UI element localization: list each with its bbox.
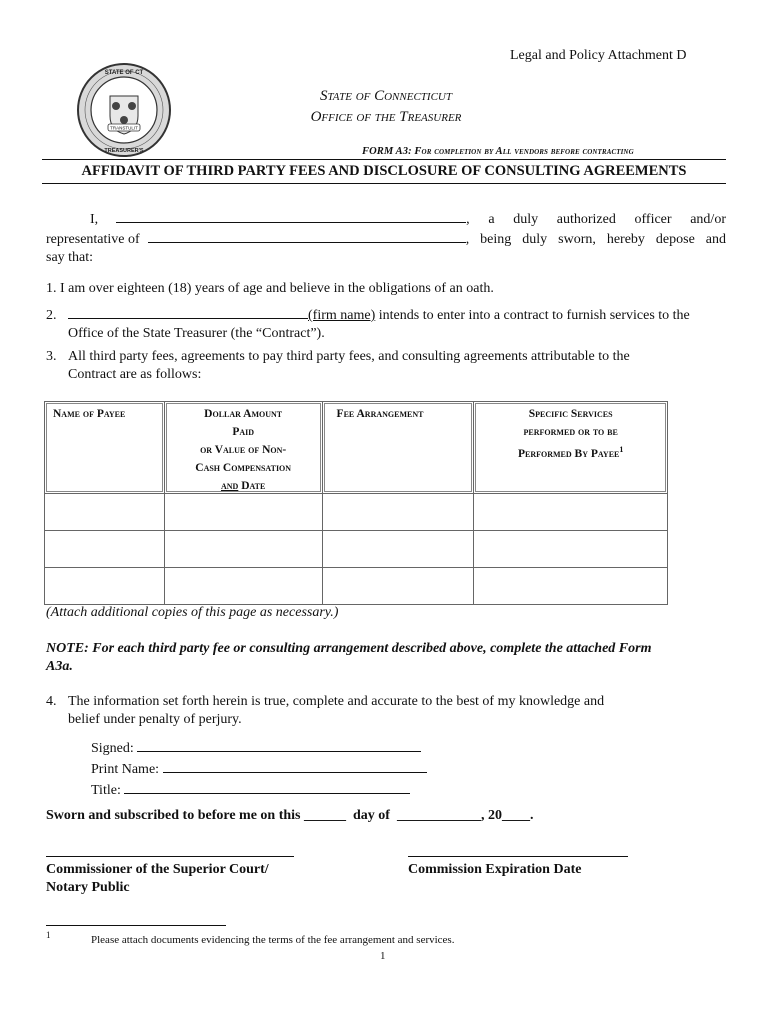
footnote-text: Please attach documents evidencing the terms of the fee arrangement and services. bbox=[91, 934, 455, 946]
payee-cell[interactable] bbox=[45, 494, 165, 531]
note-line-1: NOTE: For each third party fee or consulting arrangement described above, complete the attached Form bbox=[46, 641, 652, 656]
page-number: 1 bbox=[380, 950, 386, 962]
table-header-row bbox=[45, 402, 668, 494]
note-line-2: A3a. bbox=[46, 659, 73, 674]
sworn-day-field[interactable]: ______ bbox=[304, 808, 346, 823]
header-fee-arrangement: Fee Arrangement bbox=[322, 402, 474, 494]
item-4-text: The information set forth herein is true, complete and accurate to the best of my knowledge and bbox=[68, 694, 605, 709]
intro-sworn-text: , being duly sworn, hereby depose and bbox=[465, 232, 726, 247]
firm-name-label: (firm name) bbox=[308, 308, 376, 323]
print-name-field[interactable] bbox=[163, 758, 427, 773]
item-3-number: 3. bbox=[46, 349, 57, 364]
third-party-fees-table bbox=[44, 401, 668, 605]
notary-label: Commissioner of the Superior Court/ Notary Public bbox=[46, 862, 269, 895]
agency-name: State of Connecticut bbox=[320, 88, 452, 104]
title-divider bbox=[42, 183, 726, 184]
state-treasurer-seal bbox=[76, 62, 172, 158]
signed-label: Signed: bbox=[91, 741, 134, 756]
expiration-label: Commission Expiration Date bbox=[408, 862, 582, 877]
note-paragraph bbox=[46, 640, 726, 676]
table-row bbox=[45, 494, 668, 531]
amount-cell[interactable] bbox=[164, 568, 322, 605]
header-dollar-amount: Dollar Amount Paid or Value of Non- Cash Compensation and Date bbox=[164, 402, 322, 494]
services-cell[interactable] bbox=[474, 568, 668, 605]
item-2-continuation: Office of the State Treasurer (the “Contract”). bbox=[68, 326, 325, 341]
services-cell[interactable] bbox=[474, 531, 668, 568]
item-3 bbox=[46, 348, 726, 384]
svg-text:STATE OF CT: STATE OF CT bbox=[104, 70, 144, 76]
item-2-number: 2. bbox=[46, 308, 57, 323]
intro-say-that: say that: bbox=[46, 250, 94, 265]
item-4-continuation: belief under penalty of perjury. bbox=[68, 712, 242, 727]
item-2-text: intends to enter into a contract to furnish services to the bbox=[375, 308, 690, 323]
payee-cell[interactable] bbox=[45, 531, 165, 568]
svg-text:TRANSTULIT: TRANSTULIT bbox=[110, 125, 138, 131]
services-cell[interactable] bbox=[474, 494, 668, 531]
footnote-separator bbox=[46, 925, 226, 926]
signature-block bbox=[91, 737, 427, 800]
footnote-marker: 1 bbox=[46, 930, 51, 940]
arrangement-cell[interactable] bbox=[322, 531, 474, 568]
attachment-label: Legal and Policy Attachment D bbox=[510, 48, 687, 63]
print-name-label: Print Name: bbox=[91, 762, 160, 777]
firm-name-field[interactable] bbox=[68, 305, 308, 319]
intro-representative: representative of bbox=[46, 232, 140, 247]
intro-officer-text: , a duly authorized officer and/or bbox=[466, 212, 726, 227]
item-4 bbox=[46, 693, 726, 729]
amount-cell[interactable] bbox=[164, 531, 322, 568]
svg-text:TREASURER'S: TREASURER'S bbox=[104, 148, 144, 154]
represented-entity-field[interactable] bbox=[148, 229, 466, 243]
amount-cell[interactable] bbox=[164, 494, 322, 531]
item-1: 1. I am over eighteen (18) years of age and believe in the obligations of an oath. bbox=[46, 281, 494, 296]
title-field[interactable] bbox=[124, 779, 410, 794]
notary-signature-line[interactable] bbox=[46, 856, 294, 857]
attach-copies-note: (Attach additional copies of this page as necessary.) bbox=[46, 605, 339, 620]
item-3-continuation: Contract are as follows: bbox=[68, 367, 202, 382]
top-divider bbox=[42, 159, 726, 160]
payee-cell[interactable] bbox=[45, 568, 165, 605]
item-4-number: 4. bbox=[46, 694, 57, 709]
document-title: AFFIDAVIT OF THIRD PARTY FEES AND DISCLOSURE OF CONSULTING AGREEMENTS bbox=[81, 163, 687, 179]
signature-field[interactable] bbox=[137, 737, 421, 752]
arrangement-cell[interactable] bbox=[322, 568, 474, 605]
expiration-date-line[interactable] bbox=[408, 856, 628, 857]
item-3-text: All third party fees, agreements to pay third party fees, and consulting agreements attributable to the bbox=[68, 349, 630, 364]
table-row bbox=[45, 531, 668, 568]
title-label: Title: bbox=[91, 783, 121, 798]
header-name-of-payee: Name of Payee bbox=[45, 402, 165, 494]
form-designation: FORM A3: For completion by All vendors before contracting bbox=[362, 146, 634, 157]
arrangement-cell[interactable] bbox=[322, 494, 474, 531]
table-row bbox=[45, 568, 668, 605]
sworn-month-field[interactable]: ____________ bbox=[396, 808, 481, 823]
office-name: Office of the Treasurer bbox=[310, 109, 462, 125]
item-2 bbox=[46, 305, 726, 343]
intro-i: I, bbox=[90, 212, 99, 227]
sworn-statement: Sworn and subscribed to before me on this ______ day of ____________, 20____. bbox=[46, 808, 534, 823]
header-specific-services: Specific Services performed or to be Performed By Payee$^1$ bbox=[474, 402, 668, 494]
intro-paragraph bbox=[46, 209, 726, 267]
affiant-name-field[interactable] bbox=[116, 209, 466, 223]
